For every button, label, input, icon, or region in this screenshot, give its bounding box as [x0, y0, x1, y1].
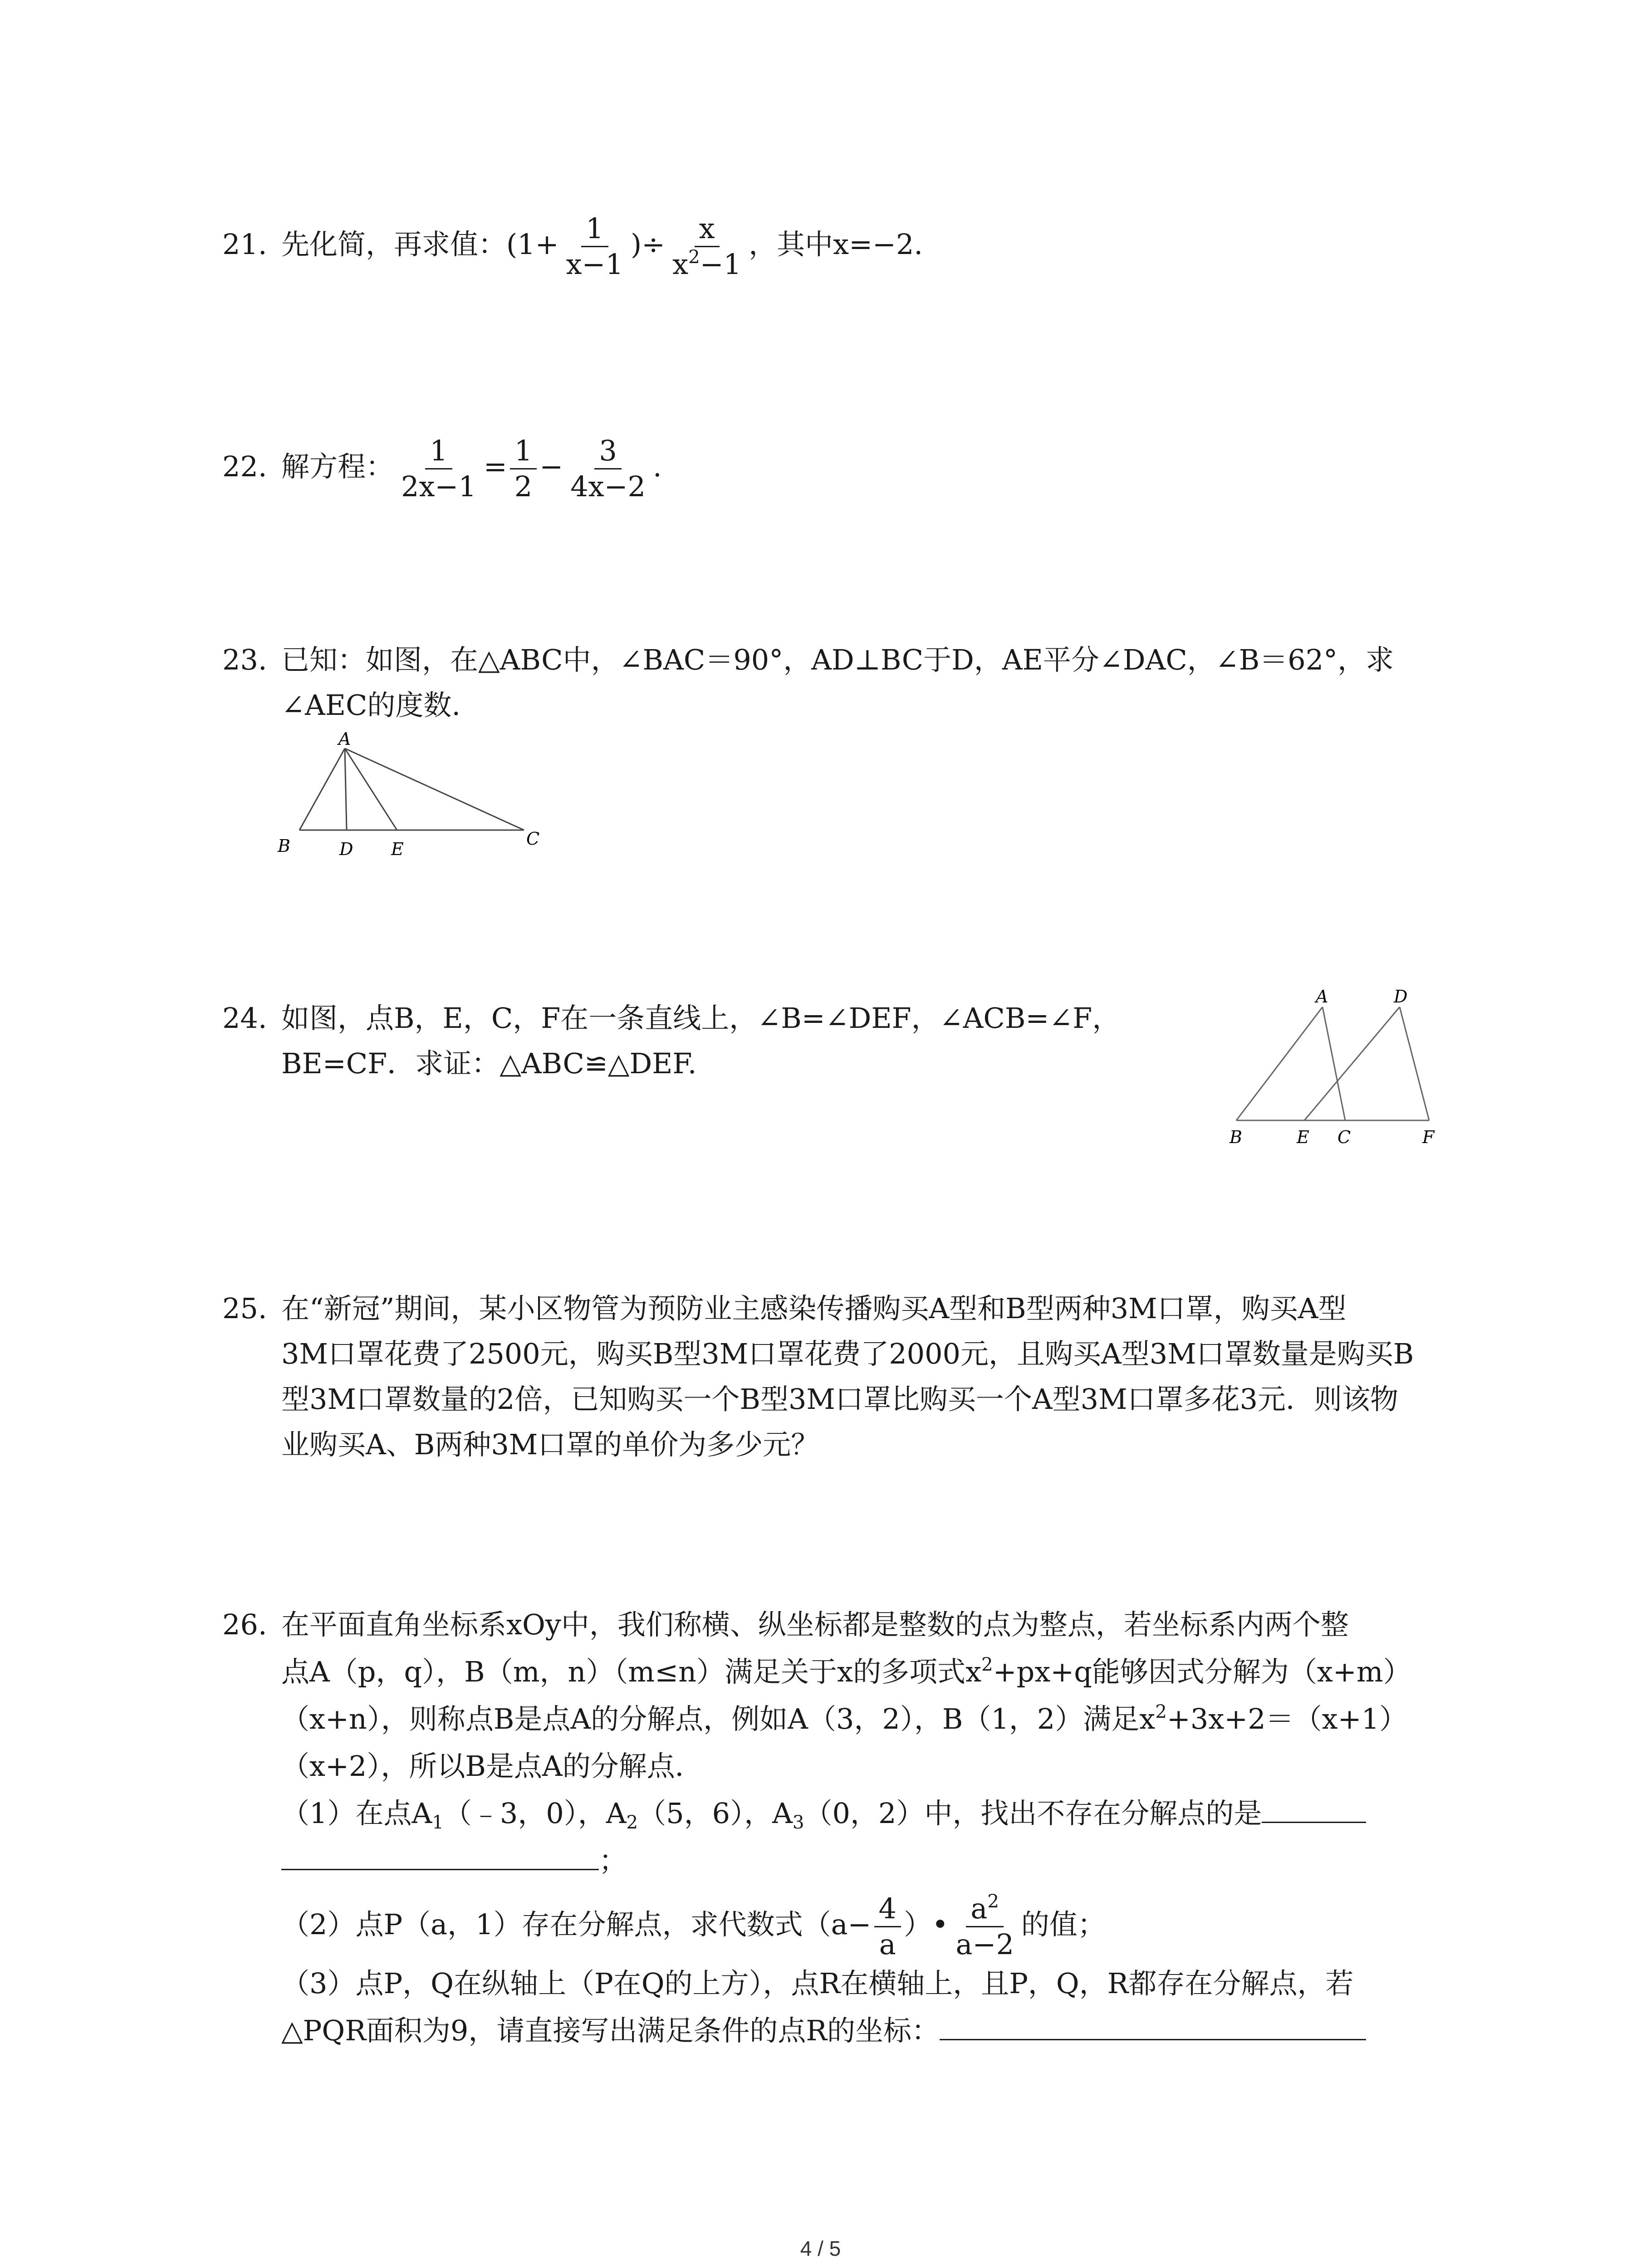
question-number: 26.: [222, 1608, 267, 1641]
label-b: B: [1230, 1127, 1242, 1147]
question-24: 24. 如图，点B，E，C，F在一条直线上，∠B=∠DEF，∠ACB=∠F， BE=CF．求证：△ABC≌△DEF.: [222, 996, 1447, 1086]
question-number: 24.: [222, 1002, 267, 1035]
fraction: $\frac{a^2}{a-2}$: [955, 1890, 1014, 1961]
answer-blank[interactable]: [1262, 1794, 1366, 1823]
label-b: B: [278, 836, 290, 856]
fraction: $\frac{1}{2x-1}$: [401, 434, 476, 503]
answer-blank[interactable]: [940, 2012, 1366, 2040]
label-d: D: [1394, 987, 1408, 1007]
question-23: 23. 已知：如图，在△ABC中，∠BAC＝90°，AD⊥BC于D，AE平分∠DAC，∠B＝62°，求 ∠AEC的度数.: [222, 637, 1447, 728]
fraction: $\frac{3}{4x-2}$: [570, 434, 646, 503]
label-d: D: [339, 839, 353, 859]
fraction: $\frac{1}{2}$: [510, 435, 537, 502]
figure-triangle-abc: [272, 726, 554, 862]
fraction: $\frac{1}{x-1}$: [566, 212, 623, 281]
question-26: 26. 在平面直角坐标系xOy中，我们称横、纵坐标都是整数的点为整点，若坐标系内两个整 点A（p，q），B（m，n）（m≤n）满足关于x的多项式$x^2+px+q$能够因式分解为（x+m） （x+n），则称点B是点A的分解点，例如A（3，2），B（1，2）满足$x^2+3x+2=(x+1)$ （x+2），所以B是点A的分解点． （1）在点$A_1(﹣3$，0），$A_2(5$，6），$A_3(0$，2）中，找出不存在分解点的是 ； （2）点P（a，1）存在分解点，求代数式（a− $\frac{4}{a}$ ）• $\frac{a^2}{a-2}$ 的值； （3）点P，Q在纵轴上（P在Q的上方），点R在横轴上，且P，Q，R都存在分解点，若 △PQR面积为9，请直接写出满足条件的点R的坐标：: [222, 1601, 1447, 2054]
label-c: C: [526, 829, 540, 849]
question-25: 25. 在“新冠”期间，某小区物管为预防业主感染传播购买A型和B型两种3M口罩，购买A型 3M口罩花费了2500元，购买B型3M口罩花费了2000元，且购买A型3M口罩数量是购买B 型3M口罩数量的2倍，已知购买一个B型3M口罩比购买一个A型3M口罩多花3元．则该物 业购买A、B两种3M口罩的单价为多少元？: [222, 1286, 1447, 1467]
label-e: E: [1297, 1127, 1309, 1147]
label-e: E: [391, 839, 404, 859]
question-21: 21. 先化简，再求值：(1+ $\frac{1}{x-1}$ )÷ $\frac{x}{x^2-1}$ ，其中x=−2.: [222, 212, 923, 281]
figure-triangles-abc-def: [1216, 984, 1461, 1152]
question-number: 21.: [222, 227, 267, 261]
question-22: 22. 解方程： $\frac{1}{2x-1}$ = $\frac{1}{2}$ − $\frac{3}{4x-2}$ .: [222, 434, 662, 503]
question-number: 22.: [222, 450, 267, 483]
question-number: 23.: [222, 643, 267, 676]
page-number: 4 / 5: [800, 2237, 841, 2260]
part-1: （1）在点$A_1(﹣3$，0），$A_2(5$，6），$A_3(0$，2）中，找出不存在分解点的是: [222, 1790, 1447, 1837]
label-f: F: [1422, 1127, 1435, 1147]
label-c: C: [1337, 1127, 1351, 1147]
part-2: （2）点P（a，1）存在分解点，求代数式（a− $\frac{4}{a}$ ）• $\frac{a^2}{a-2}$ 的值；: [281, 1890, 1106, 1961]
label-a: A: [338, 729, 351, 749]
label-a: A: [1316, 987, 1328, 1007]
part-3: （3）点P，Q在纵轴上（P在Q的上方），点R在横轴上，且P，Q，R都存在分解点，若: [281, 1967, 1354, 2000]
fraction: $\frac{x}{x^2-1}$: [672, 212, 742, 281]
question-number: 25.: [222, 1292, 267, 1325]
fraction: $\frac{4}{a}$: [874, 1893, 901, 1960]
answer-blank[interactable]: [281, 1842, 599, 1870]
